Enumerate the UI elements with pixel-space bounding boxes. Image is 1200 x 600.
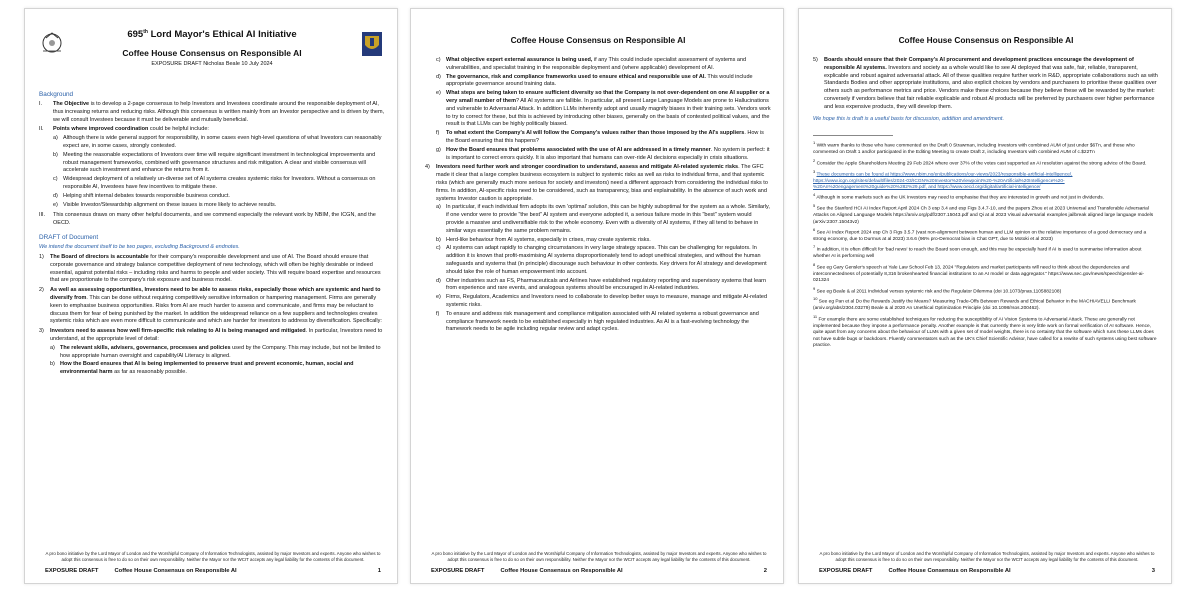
page-number: 2: [763, 568, 767, 574]
list-item: I. The Objective is to develop a 2-page consensus to help Investors and Investees coordinate around the responsible deployment of AI, thus increasing returns and reducing risks. Although this consensus is written mainly from an Investor perspective and is driven by them, we will consult Investees because it must be deliverable and mutually beneficial.: [39, 101, 385, 123]
document-page-2: [410, 8, 784, 584]
list-item: II. Points where improved coordination could be helpful include: a) Although there is wide general support for responsibility, in some cases even high-level questions of what Investors can reasonably expect are, in some cases, strongly contested. b) Meeting the reasonable expectations of Investors over time will require significant investment in technological improvements and robust management frameworks, combined with governance structures and risk mitigation. A clear and visible consensus will accelerate such investment and enhance the returns from it. c) Widespread deployment of a relatively un-diverse set of AI systems creates systemic risks for Investors. Without a consensus on responsible AI, Investees have few incentives to mitigate these. d) Helping shift internal debates towards responsible business conduct. e) Visible Investor/Stewardship alignment on these issues is more likely to achieve results.: [39, 126, 385, 210]
sub-item: d) The governance, risk and compliance frameworks used to ensure ethical and responsible use of AI. This would include appropriate governance around training data.: [436, 73, 753, 88]
sub-item: b) Herd-like behaviour from AI systems, especially in crises, may create systemic risks.: [436, 236, 651, 243]
footnotes: [813, 140, 1159, 349]
list-item: III. This consensus draws on many other helpful documents, and we commend especially the relevant work by NBIM, the ICGN, and the OECD.: [39, 212, 376, 227]
page-1-header: [39, 29, 385, 85]
sub-item: c) What objective expert external assurance is being used, if any This could include specialist assessment of systems and vulnerabilities, and specialist training in the responsible deployment and (where applicable) development of AI.: [436, 57, 747, 71]
document-page-1: [24, 8, 398, 584]
footnote: $^{10}$ See eg Pan et al Do the Rewards Justify the Means? Measuring Trade-Offs Between Rewards and Ethical Behavior in the MACHIAVELLI Benchmark (arxiv.org/abs/2304.03279) Beale & al 2020 An Unethical Optimization Principle (doi 10.1098/rsos.200462).: [813, 296, 1136, 312]
list-item: 1) The Board of directors is accountable for their company's responsible development and use of AI. The Board should ensure that corporate governance and strategy balance competitive deployment of new technology, which will often be highly desirable or indeed essential, against potential risks – including risks and harms to people and wider society. This will require board expertise and resources that are proportionate to the company's risk exposure and business model.: [39, 253, 381, 284]
footer-title: Coffee House Consensus on Responsible AI: [500, 568, 623, 574]
footnote-divider: [813, 135, 893, 136]
draft-label: EXPOSURE DRAFT: [45, 568, 99, 574]
lord-mayor-logo-icon: [39, 29, 65, 55]
footnote: $^8$ See eg Gary Gensler's speech at Yale Law School Feb 13, 2024 "Regulators and market participants will need to think about the dependencies and interconnectedness of potentially 8,316 brokenhearted financial institutions to an AI model or data aggregator." https://www.sec.gov/news/speech/gensler-ai-021324: [813, 261, 1145, 284]
page-title: Coffee House Consensus on Responsible AI: [510, 35, 686, 45]
closing-note: We hope this is draft is a useful basis for discussion, addition and amendment.: [813, 115, 1004, 122]
footnote: $^3$ These documents can be found at https://www.nbim.no/en/publications/our-views/2023/responsible-artificial-intelligence/, https://www.icgn.org/sites/default/files/2024-03/ICGN%20Investor%20Viewpoint%20-%20Artificial%20Intelligence%20-%20An%20engagement%20guide%20%282%29.pdf, and https://www.oecd.org/digital/artificial-intelligence/: [813, 168, 1073, 191]
list-item: 4) Investors need further work and stronger coordination to understand, assess and mitigate AI-related systemic risks. The GFC made it clear that a large complex business ecosystem is subject to systemic risks as well as risks to individual firms, and that systemic risks (which are generally much more serious for society and investors) need a different approach from considering the individual risks to firms. In addition, AI-specific risks need to be considered, such as transparency, bias and explainability. In the absence of such work and systems Investor caution is appropriate. a) In particular, if each individual firm adopts its own 'optimal' solution, this can be highly suboptimal for the system as a whole. Similarly, if one vendor were to provide "the best" AI system and everyone adopted it, a serious failure mode in this "best" system would provide a massive and undiversifiable risk to the whole economy. Even with a diversity of AI systems, if they all tend to behave in similar ways essentially the same problem remains. b) Herd-like behaviour from AI systems, especially in crises, may create systemic risks. c) AI systems can adapt rapidly to changing circumstances in very large strategy spaces. This can be challenging for regulators. In addition it is known that profit-maximising AI systems disproportionately tend to adopt unethical strategies, and without the human safeguards and systems that (in principle) discourage such behaviour in other contexts. Key drivers for AI strategy and development should take the role of human empowerment into account. d) Other industries such as FS, Pharmaceuticals and Airlines have established regulatory reporting and supervisory systems that learn from experience and rare events, and analogous systems should be encouraged in AI-related industries. e) Firms, Regulators, Academics and Investors need to collaborate to develop better ways to measure, manage and mitigate AI-related systemic risks. f) To ensure and address risk management and compliance mitigation associated with AI related systems a robust governance and compliance framework needs to be established especially in high regulated industries. As AI is a fast-evolving technology the framework needs to be agile including regular review and adapt cycles.: [425, 164, 770, 333]
footer-line: [45, 568, 381, 574]
footer-title: Coffee House Consensus on Responsible AI: [114, 568, 237, 574]
sub-item: e) Firms, Regulators, Academics and Investors need to collaborate to develop better ways to measure, manage and mitigate AI-related systemic risks.: [436, 294, 768, 308]
disclaimer: A pro bono initiative by the Lord Mayor of London and the Worshipful Company of Information Technologists, assisted by major Investors and experts. Anyone who wishes to adopt this consensus is free to do so on their own responsibility. Neither the Mayor nor the WCIT accepts any legal liability for the contents of this document.: [45, 551, 381, 563]
list-item: 3) Investors need to assess how well firm-specific risk relating to AI is being managed and mitigated. In particular, Investors need to understand, at the appropriate level of detail: a) The relevant skills, advisers, governance, processes and policies used by the Company. This may include, but not be limited to how appropriate human oversight and capability/AI Literacy is aligned. b) How the Board ensures that AI is being implemented to preserve trust and prevent economic, human, social and environmental harm as far as reasonably possible.: [39, 328, 385, 378]
draft-section: [39, 254, 385, 378]
sub-item: d) Other industries such as FS, Pharmaceuticals and Airlines have established regulatory reporting and supervisory systems that learn from experience and rare events, and analogous systems should be encouraged in AI-related industries.: [436, 277, 767, 292]
footer-line: [819, 568, 1155, 574]
footnote: $^5$ See the Stanford HCI AI Index Report April 2024 Ch 3 esp 3.4 and esp Figs 3.4.7-10, and the papers Zhou et at 2023 Universal and Transferable Adversarial Attacks on Aligned Language Models https://arxiv.org/pdf/2307.15043.pdf and Qi at al 2023 Visual adversarial examples jailbreak aligned large language models (arXiv:2307.15043v2): [813, 203, 1154, 225]
sub-item: f) To what extent the Company's AI will follow the Company's values rather than those imposed by the AI's suppliers. How is the Board ensuring that this happens?: [436, 130, 764, 144]
background-section: [39, 101, 385, 228]
page-number: 1: [377, 568, 381, 574]
sub-item: c) AI systems can adapt rapidly to changing circumstances in very large strategy spaces. This can be challenging for regulators. In addition it is known that profit-maximising AI systems disproportionately tend to adopt unethical strategies, and without the human safeguards and systems that (in principle) discourage such behaviour in other contexts. Key drivers for AI strategy and development should take the role of human empowerment into account.: [436, 245, 767, 275]
wcit-crest-icon: [361, 31, 383, 57]
draft-byline: EXPOSURE DRAFT Nicholas Beale 10 July 2024: [151, 61, 273, 68]
draft-label: EXPOSURE DRAFT: [819, 568, 873, 574]
page-number: 3: [1151, 568, 1155, 574]
intent-note: We intend the document itself to be two pages, excluding Background & endnotes.: [39, 243, 240, 250]
footnote: $^6$ See AI Index Report 2024 esp Ch 3 Figs 3.5.7 (vast non-alignment between human and LLM opinion on the relative importance of a good democracy and a strong economy, due to Durmus at al 2023) 3.6.6 (96% pro-Democrat bias in Chat GPT, due to Motoki et al 2023): [813, 227, 1147, 243]
page-3-body: [813, 57, 1159, 123]
page-2-body: [425, 57, 771, 335]
draft-label: EXPOSURE DRAFT: [431, 568, 485, 574]
footnote: $^2$ Consider the Apple Shareholders Meeting 29 Feb 2024 where over 37% of the votes cast supported an AI resolution against the strong advice of the Board.: [813, 157, 1147, 167]
document-title: Coffee House Consensus on Responsible AI: [122, 48, 302, 59]
sub-item: e) What steps are being taken to ensure sufficient diversity so that the Company is not over-dependent on one AI supplier or a very small number of them? All AI systems are fallible. In particular, all present Large Language Models are prone to Hallucinations and vulnerable to Adversarial Attack. In addition LLMs inherently adopt and usually magnify biases in their training sets. Vendors work to try to correct for these, but this is achieved by introducing other biases, generally on the basis of contested political values, and the result is that LLMs can be highly politically biased.: [436, 90, 771, 128]
footnote: $^1$ With warm thanks to those who have commented on the Draft 0 Strawman, including Investors with combined AUM of just under $6Tn, and those who commented on Draft 1 and/or participated in the Editing Meeting to create Draft 2, including Investors with combined AUM of c.$22Tn: [813, 140, 1135, 156]
list-item: 2) As well as assessing opportunities, Investors need to be able to assess risks, especially those which are systemic and hard to diversify from. This can be done without requiring competitively sensitive information or hampering management. Firms are generally keen to emphasise business opportunities. Risks from AI are much harder to assess and communicate, and firms may be reluctant to discuss them for fear of being punished by the market. In addition the widespread reliance on a few suppliers and technologies creates systemic risks which are even more difficult to communicate and which are harder for investors to address by diversification. Specifically:: [39, 287, 382, 325]
sub-item: f) To ensure and address risk management and compliance mitigation associated with AI related systems a robust governance and compliance framework needs to be established especially in high regulated industries. As AI is a fast-evolving technology the framework needs to be agile including regular review and adapt cycles.: [436, 310, 759, 333]
sub-item: g) How the Board ensures that problems associated with the use of AI are addressed in a timely manner. No system is perfect: it is important to correct errors quickly. It is also important that humans can over-ride AI decisions especially in crisis situations.: [436, 146, 770, 161]
footer-line: [431, 568, 767, 574]
disclaimer: A pro bono initiative by the Lord Mayor of London and the Worshipful Company of Information Technologists, assisted by major Investors and experts. Anyone who wishes to adopt this consensus is free to do so on their own responsibility. Neither the Mayor nor the WCIT accepts any legal liability for the contents of this document.: [819, 551, 1155, 563]
sub-item: c) Widespread deployment of a relatively un-diverse set of AI systems creates systemic risks for Investors. Without a consensus on responsible AI, Investees have few incentives to mitigate these.: [53, 176, 376, 190]
sub-item: b) How the Board ensures that AI is being implemented to preserve trust and prevent economic, human, social and environmental harm as far as reasonably possible.: [50, 361, 354, 376]
sub-item: d) Helping shift internal debates towards responsible business conduct.: [53, 192, 230, 199]
list-item: 5) Boards should ensure that their Company's AI procurement and development practices encourage the development of responsible AI systems. Investors and society as a whole would like to see AI deployed that was safe, fair, reliable, transparent, explicable and robust against adversarial attack. All of these qualities require further work in R&D, appropriate collaborations such as with Standards Bodies and other appropriate institutions, and also explicit choices by vendors and purchasers to prioritise these qualities over others such as performance metrics and price. Vendors make these choices because they believe these will be rewarded by the market: conversely if vendors believe that fair reliable explicable and robust AI products will be preferred by purchasers over higher performance and less expensive products, they will develop them.: [813, 57, 1158, 110]
disclaimer: A pro bono initiative by the Lord Mayor of London and the Worshipful Company of Information Technologists, assisted by major Investors and experts. Anyone who wishes to adopt this consensus is free to do so on their own responsibility. Neither the Mayor nor the WCIT accepts any legal liability for the contents of this document.: [431, 551, 767, 563]
page-footer: [45, 551, 381, 574]
sub-item: e) Visible Investor/Stewardship alignment on these issues is more likely to achieve results.: [53, 201, 277, 208]
footer-title: Coffee House Consensus on Responsible AI: [888, 568, 1011, 574]
page-footer: [819, 551, 1155, 574]
footnote: $^9$ See eg Beale & al 2011 Individual versus systemic risk and the Regulator Dilemma (doi 10.1073/pnas.1105882108): [813, 285, 1062, 295]
page-footer: [431, 551, 767, 574]
sub-item: a) Although there is wide general support for responsibility, in some cases even high-level questions of what Investors can reasonably expect are, in some cases, strongly contested.: [53, 135, 382, 149]
background-heading: Background: [39, 91, 74, 98]
sub-item: b) Meeting the reasonable expectations of Investors over time will require significant investment in technological improvements and robust management frameworks, combined with governance structures and risk mitigation. A clear and visible consensus will accelerate such investment and enhance the returns from it.: [53, 151, 376, 174]
footnote: $^7$ In addition, it is often difficult for 'bad news' to reach the Board soon enough, and this may be especially hard if AI is used to summarise information about whether AI is performing well: [813, 244, 1142, 260]
initiative-title: 695th Lord Mayor's Ethical AI Initiative: [127, 29, 297, 41]
sub-item: a) In particular, if each individual firm adopts its own 'optimal' solution, this can be highly suboptimal for the system as a whole. Similarly, if one vendor were to provide "the best" AI system and everyone adopted it, a serious failure mode in this "best" system would provide a massive and undiversifiable risk to the whole economy. Even with a diversity of AI systems, if they all tend to behave in similar ways essentially the same problem remains.: [436, 204, 770, 234]
footnote: $^4$ Although in some markets such as the UK Investors may need to emphasise that they are interested in growth and not just in dividends.: [813, 192, 1105, 201]
footnote: $^{11}$ For example there are some established techniques for reducing the susceptibility of AI Vision Systems to Adversarial Attack. These are generally not implemented because they impose a performance penalty. Another example is that currently there is very little work on formal verification of AI software. Hence, quite apart from any concerns about the behaviour of LLMs with a given set of model weights, there is no certainty that the software which runs these LLMs does not have subtle bugs or backdoors. Fluently commentators such as the UK's Chief Scientific Advisor, have called for a rewrite of such systems using best software practice.: [813, 313, 1157, 348]
document-page-3: [798, 8, 1172, 584]
sub-item: a) The relevant skills, advisers, governance, processes and policies used by the Company. This may include, but not be limited to how appropriate human oversight and capability/AI Literacy is aligned.: [50, 344, 381, 359]
draft-heading: DRAFT of Document: [39, 233, 99, 241]
page-title: Coffee House Consensus on Responsible AI: [898, 35, 1074, 45]
